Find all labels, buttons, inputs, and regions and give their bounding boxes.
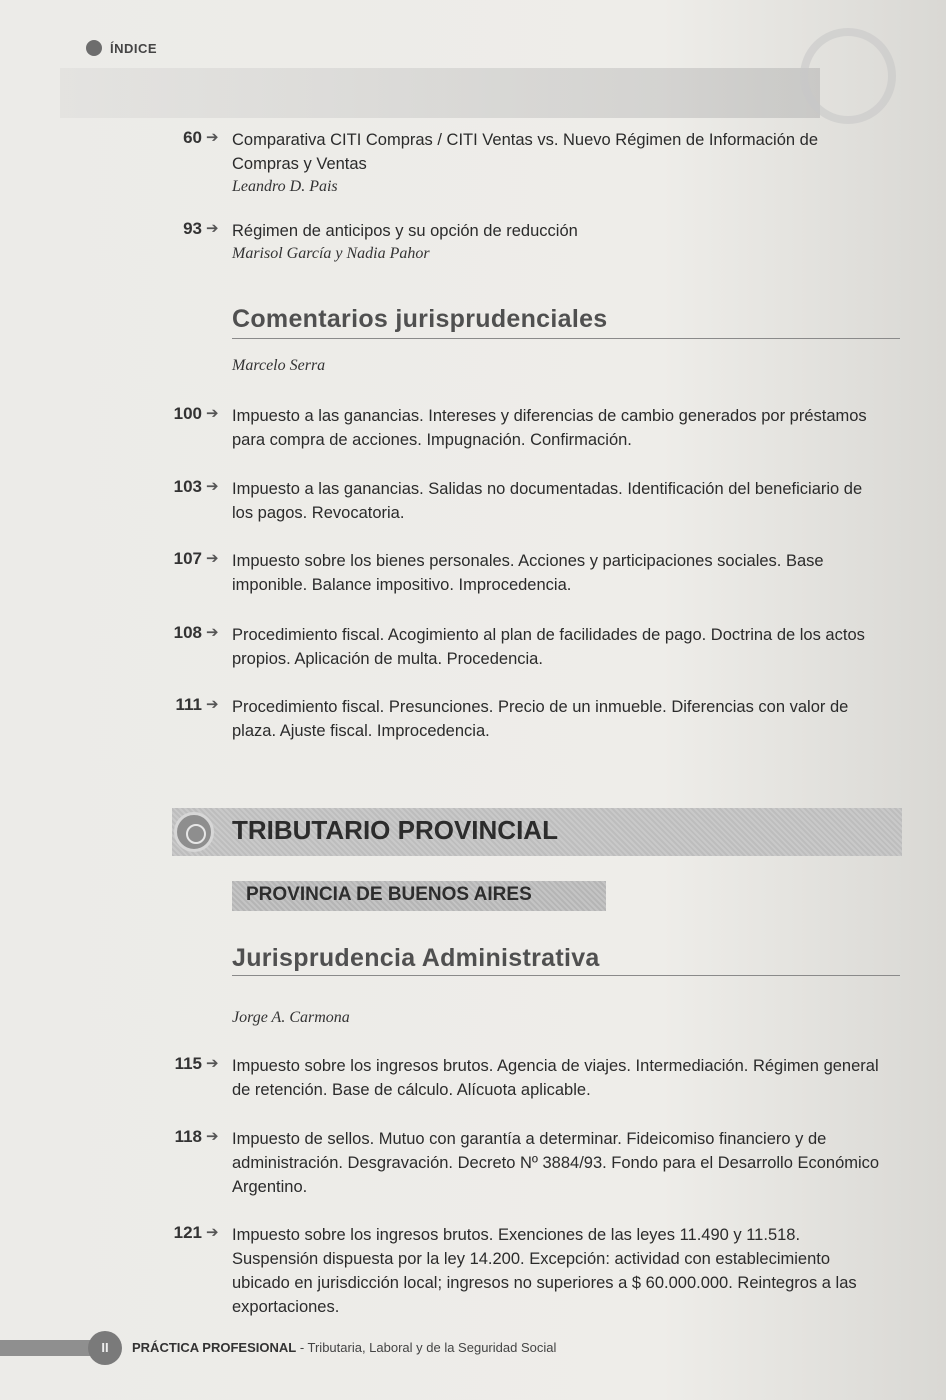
footer-brand: PRÁCTICA PROFESIONAL (132, 1340, 297, 1355)
toc-entry (150, 623, 885, 671)
page-number: 100 (173, 404, 202, 423)
footer-subtitle: - Tributaria, Laboral y de la Seguridad Social (296, 1340, 557, 1355)
toc-entry (150, 128, 885, 198)
toc-entry (150, 1054, 885, 1102)
toc-entry (150, 477, 885, 525)
entry-title: Impuesto de sellos. Mutuo con garantía a determinar. Fideicomiso financiero y de administración. Desgravación. Decreto Nº 3884/93. Fondo para el Desarrollo Económico Argentino. (232, 1130, 880, 1196)
toc-entry (150, 695, 885, 743)
page-number: 111 (175, 695, 202, 714)
right-arrow-icon: ➔ (206, 129, 219, 146)
header-bar (60, 68, 820, 118)
right-arrow-icon: ➔ (206, 1128, 219, 1145)
circle-icon (86, 40, 102, 56)
toc-entry (150, 549, 885, 597)
page-number: 107 (173, 549, 202, 568)
entry-author: Marisol García y Nadia Pahor (232, 245, 430, 262)
toc-entry (150, 404, 885, 452)
page-footer (0, 1328, 946, 1368)
page-number: 103 (173, 477, 202, 496)
right-arrow-icon: ➔ (206, 1224, 219, 1241)
section-author: Marcelo Serra (232, 357, 326, 374)
footer-title (132, 1340, 556, 1355)
index-header (86, 40, 157, 56)
right-arrow-icon: ➔ (206, 550, 219, 567)
entry-title: Impuesto a las ganancias. Salidas no documentadas. Identificación del beneficiario de los pagos. Revocatoria. (232, 480, 863, 522)
index-header-label: ÍNDICE (110, 40, 158, 56)
page-number: 118 (174, 1127, 202, 1146)
decorative-circle (800, 28, 896, 124)
page-number: 60 (183, 128, 202, 147)
entry-title: Impuesto a las ganancias. Intereses y diferencias de cambio generados por préstamos para compra de acciones. Impugnación. Confirmación. (232, 407, 867, 449)
page-number: 108 (173, 623, 202, 642)
section-author: Jorge A. Carmona (232, 1009, 350, 1026)
footer-bar (0, 1340, 100, 1356)
entry-title: Régimen de anticipos y su opción de reducción (232, 222, 578, 240)
right-arrow-icon: ➔ (206, 696, 219, 713)
toc-entry (150, 219, 885, 265)
compass-icon (174, 812, 214, 852)
right-arrow-icon: ➔ (206, 405, 219, 422)
section-divider (232, 338, 900, 339)
entry-title: Impuesto sobre los ingresos brutos. Exenciones de las leyes 11.490 y 11.518. Suspensión dispuesta por la ley 14.200. Excepción: actividad con establecimiento ubicado en jurisdicción local; ingresos no superiores a $ 60.000.000. Reintegros a las exportaciones. (232, 1226, 857, 1316)
toc-entry (150, 1223, 885, 1319)
entry-title: Impuesto sobre los ingresos brutos. Agencia de viajes. Intermediación. Régimen general de retención. Base de cálculo. Alícuota aplicable. (232, 1057, 879, 1099)
entry-title: Comparativa CITI Compras / CITI Ventas vs. Nuevo Régimen de Información de Compras y Ventas (232, 131, 818, 173)
section-title: Jurisprudencia Administrativa (232, 944, 600, 972)
right-arrow-icon: ➔ (206, 478, 219, 495)
footer-page-badge: II (88, 1331, 122, 1365)
right-arrow-icon: ➔ (206, 1055, 219, 1072)
right-arrow-icon: ➔ (206, 220, 219, 237)
page-number: 115 (174, 1054, 202, 1073)
sub-band-title: PROVINCIA DE BUENOS AIRES (246, 884, 532, 905)
page-number: 93 (183, 219, 202, 238)
entry-title: Impuesto sobre los bienes personales. Acciones y participaciones sociales. Base imponible. Balance impositivo. Improcedencia. (232, 552, 824, 594)
section-title: Comentarios jurisprudenciales (232, 305, 608, 333)
entry-author: Leandro D. Pais (232, 178, 338, 195)
toc-entry (150, 1127, 885, 1199)
entry-title: Procedimiento fiscal. Acogimiento al plan de facilidades de pago. Doctrina de los actos propios. Aplicación de multa. Procedencia. (232, 626, 865, 668)
entry-title: Procedimiento fiscal. Presunciones. Precio de un inmueble. Diferencias con valor de plaza. Ajuste fiscal. Improcedencia. (232, 698, 849, 740)
section-divider (232, 975, 900, 976)
band-title: TRIBUTARIO PROVINCIAL (232, 815, 558, 845)
right-arrow-icon: ➔ (206, 624, 219, 641)
page-number: 121 (173, 1223, 202, 1242)
